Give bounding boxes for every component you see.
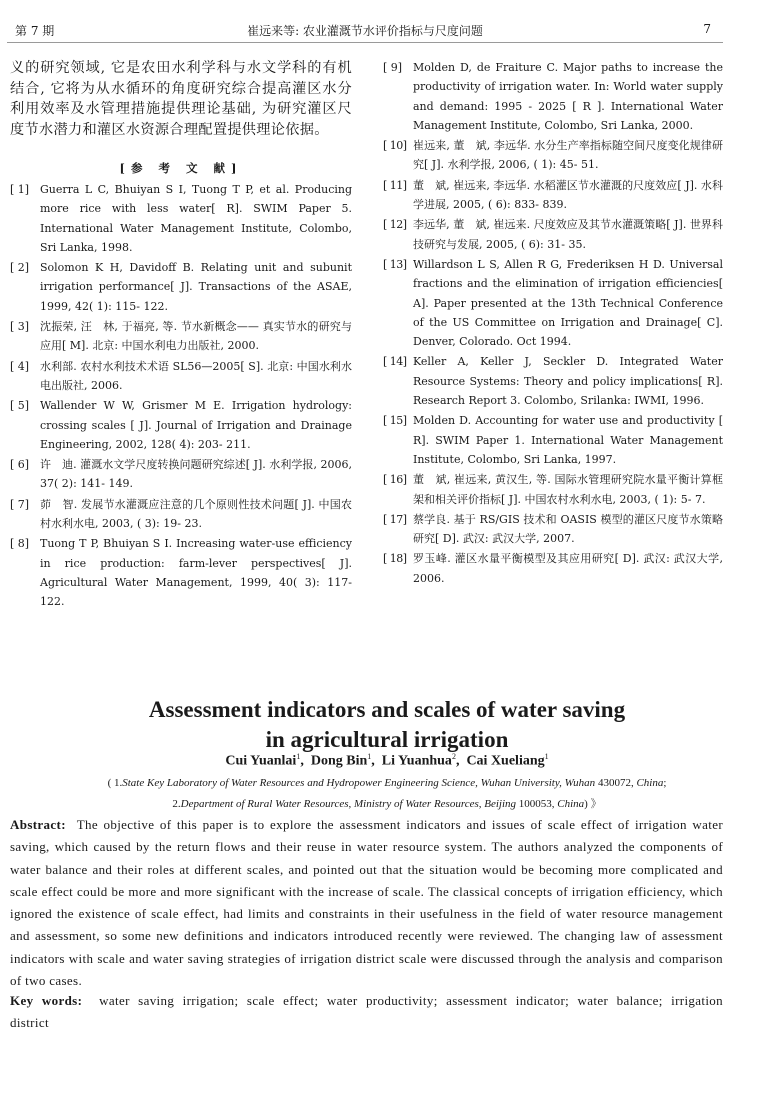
affiliation-1 [0, 777, 774, 789]
reference-number: [ 4] [10, 359, 30, 373]
author-affiliation-mark: 2 [451, 752, 456, 761]
english-title-line-1: Assessment indicators and scales of water saving [148, 697, 626, 722]
reference-number: [ 7] [10, 497, 30, 511]
abstract-label: Abstract [10, 817, 62, 832]
reference-number: [ 18] [383, 552, 407, 566]
author-affiliation-mark: 1 [367, 752, 372, 761]
reference-text: 沈振荣, 汪 林, 于福亮, 等. 节水新概念—— 真实节水的研究与应用[ M]. 北京: 中国水利电力出版社, 2000. [40, 320, 352, 353]
reference-item [383, 136, 723, 175]
references-heading: [参 考 文 献] [119, 161, 243, 175]
reference-text: 蔡学良. 基于 RS/GIS 技术和 OASIS 模型的灌区尺度节水策略研究[ D]. 武汉: 武汉大学, 2007. [413, 512, 723, 546]
reference-item [383, 255, 723, 351]
reference-item [383, 510, 723, 549]
affiliation-suffix: ) 》 [584, 798, 602, 810]
reference-number: [ 11] [383, 178, 407, 192]
right-column [383, 58, 723, 589]
affiliation-suffix: ; [663, 777, 667, 789]
reference-item [383, 176, 723, 215]
reference-item [383, 549, 723, 588]
affiliation-name: Department of Rural Water Resources, Ministry of Water Resources, Beijing [180, 798, 517, 810]
keywords-label: Key words [10, 993, 78, 1008]
reference-text: 董 斌, 崔远来, 黄汉生, 等. 国际水管理研究院水量平衡计算框架和相关评价指标[ J]. 中国农村水利水电, 2003, ( 1): 5- 7. [413, 473, 723, 506]
reference-number: [ 5] [10, 399, 30, 413]
author-affiliation-mark: 1 [296, 752, 301, 761]
reference-number: [ 9] [383, 61, 403, 74]
reference-number: [ 8] [10, 537, 30, 551]
affiliation-prefix: 2. [172, 798, 181, 810]
english-title [0, 695, 774, 755]
reference-number: [ 16] [383, 473, 407, 487]
reference-number: [ 12] [383, 218, 407, 232]
reference-number: [ 1] [10, 183, 30, 196]
reference-item [10, 258, 352, 316]
reference-text: Guerra L C, Bhuiyan S I, Tuong T P, et al. Producing more rice with less water[ R]. SWIM Paper 5. International Water Management Institute, Colombo, Sri Lanka, 1998. [40, 183, 352, 254]
reference-item [10, 357, 352, 396]
reference-text: Willardson L S, Allen R G, Frederiksen H D. Universal fractions and the elimination of irrigation efficiencies[ A]. Paper presented at the 13th Technical Conference of the US Committee on Irrigation and Drainage[ C]. Denver, Colorado. Oct 1994. [413, 257, 723, 349]
reference-text: 水利部. 农村水利技术术语 SL56—2005[ S]. 北京: 中国水利水电出版社, 2006. [40, 359, 352, 392]
affiliation-country: China [633, 777, 664, 789]
author-name: Cai Xueliang [466, 753, 545, 769]
reference-item [383, 352, 723, 410]
postal-code: 100053, [516, 798, 555, 810]
reference-item [383, 58, 723, 135]
author-list: Cui Yuanlai$^1$, Dong Bin$^1$, Li Yuanhua$^2$, Cai Xueliang$^1$ [225, 752, 549, 769]
reference-item [383, 470, 723, 509]
reference-item [10, 455, 352, 494]
reference-text: 李远华, 董 斌, 崔远来. 尺度效应及其节水灌溉策略[ J]. 世界科技研究与发展, 2005, ( 6): 31- 35. [413, 218, 723, 251]
reference-item [10, 396, 352, 454]
author-name: Cui Yuanlai [225, 753, 297, 769]
affiliation-2 [0, 795, 774, 811]
english-title-line-2: in agricultural irrigation [265, 727, 509, 752]
reference-text: Wallender W W, Grismer M E. Irrigation hydrology: crossing scales [ J]. Journal of Irrigation and Drainage Engineering, 2002, 128( 4): 203- 211. [40, 399, 352, 451]
reference-text: 茆 智. 发展节水灌溉应注意的几个原则性技术问题[ J]. 中国农村水利水电, 2003, ( 3): 19- 23. [40, 497, 352, 531]
abstract: Abstract: The objective of this paper is to explore the assessment indicators and issues of scale effect of irrigation water saving, which caused by the return flows and their reuse in water resource system. The authors analyzed the components of water balance and their roles at different scales, and pointed out that the situation would be becoming more complicated and scale effect could be more and more significant with the increase of scale. The classical concepts of irrigation efficiency, which ignored the existence of scale effect, had limits and constraints in their usefulness in the field of water resource management and assessment, so some new definitions and indicators introduced recently were reviewed. The changing law of assessment indicators with scale and water saving strategies of irrigation district scale were discussed through the analysis and comparison of two cases. [10, 817, 723, 989]
reference-list-right [383, 58, 723, 588]
reference-number: [ 17] [383, 512, 407, 526]
keywords-text: water saving irrigation; scale effect; water productivity; assessment indicator; water balance; irrigation district [10, 993, 724, 1031]
reference-number: [ 3] [10, 320, 30, 334]
reference-text: Solomon K H, Davidoff B. Relating unit and subunit irrigation performance[ J]. Transactions of the ASAE, 1999, 42( 1): 115- 122. [40, 261, 352, 313]
affiliation-country: China [554, 798, 585, 810]
reference-text: Molden D, de Fraiture C. Major paths to increase the productivity of irrigation water. In: World water supply and demand: 1995 - 2025 [ R ]. International Water Management Institute, Colombo, Sri Lanka, 2000. [413, 61, 723, 132]
author-name: Dong Bin [310, 753, 368, 769]
keywords: Key words: water saving irrigation; scale effect; water productivity; assessment indicator; water balance; irrigation district [10, 993, 724, 1031]
reference-number: [ 10] [383, 139, 407, 153]
reference-number: [ 6] [10, 458, 30, 472]
abstract-text: The objective of this paper is to explore the assessment indicators and issues of scale effect of irrigation water saving, which caused by the return flows and their reuse in water resource system. The authors analyzed the components of water balance and their roles at different scales, and pointed out that the situation would be becoming more complicated and scale effect could be more and more significant with the increase of scale. The classical concepts of irrigation efficiency, which ignored the existence of scale effect, had limits and constraints in their usefulness in the field of water resource management and assessment, so some new definitions and indicators introduced recently were reviewed. The changing law of assessment indicators with scale and water saving strategies of irrigation district scale were discussed through the analysis and comparison of two cases. [10, 817, 723, 989]
affiliation-prefix: ( 1. [107, 777, 123, 789]
page-number: 7 [703, 22, 711, 36]
reference-text: 罗玉峰. 灌区水量平衡模型及其应用研究[ D]. 武汉: 武汉大学, 2006. [413, 552, 723, 585]
reference-item [10, 317, 352, 356]
running-title: 崔远来等: 农业灌溉节水评价指标与尺度问题 [247, 24, 483, 38]
running-header [7, 22, 723, 43]
reference-text: Keller A, Keller J, Seckler D. Integrated Water Resource Systems: Theory and policy implications[ R]. Research Report 3. Colombo, Srilanka: IWMI, 1996. [413, 355, 723, 408]
reference-item [383, 215, 723, 254]
reference-text: 许 迪. 灌溉水文学尺度转换问题研究综述[ J]. 水利学报, 2006, 37( 2): 141- 149. [40, 458, 352, 491]
postal-code: 430072, [595, 777, 634, 789]
reference-number: [ 15] [383, 414, 407, 428]
issue-label: 第 7 期 [15, 24, 55, 38]
reference-item [10, 534, 352, 611]
reference-item [10, 495, 352, 534]
reference-text: Molden D. Accounting for water use and productivity [ R]. SWIM Paper 1. International Water Management Institute, Colombo, Sri Lanka, 1997. [413, 414, 723, 466]
author-name: Li Yuanhua [381, 753, 452, 769]
author-affiliation-mark: 1 [544, 752, 549, 761]
body-paragraph: 义的研究领域, 它是农田水利学科与水文学科的有机结合, 它将为从水循环的角度研究综合提高灌区水分利用效率及水管理措施提供理论基础, 为研究灌区尺度节水潜力和灌区水资源合理配置提供理论依据。 [10, 60, 352, 138]
reference-number: [ 14] [383, 355, 407, 369]
reference-item [10, 180, 352, 257]
reference-text: 董 斌, 崔远来, 李远华. 水稻灌区节水灌溉的尺度效应[ J]. 水科学进展, 2005, ( 6): 833- 839. [413, 178, 723, 212]
reference-text: Tuong T P, Bhuiyan S I. Increasing water-use efficiency in rice production: farm-lever perspectives[ J]. Agricultural Water Management, 1999, 40( 3): 117- 122. [40, 537, 352, 609]
left-column [10, 58, 352, 613]
affiliation-name: State Key Laboratory of Water Resources and Hydropower Engineering Science, Wuhan University, Wuhan [122, 777, 596, 789]
reference-text: 崔远来, 董 斌, 李远华. 水分生产率指标随空间尺度变化规律研究[ J]. 水利学报, 2006, ( 1): 45- 51. [413, 139, 723, 172]
reference-item [383, 411, 723, 469]
reference-list-left [10, 180, 352, 612]
reference-number: [ 2] [10, 261, 30, 275]
reference-number: [ 13] [383, 257, 407, 271]
